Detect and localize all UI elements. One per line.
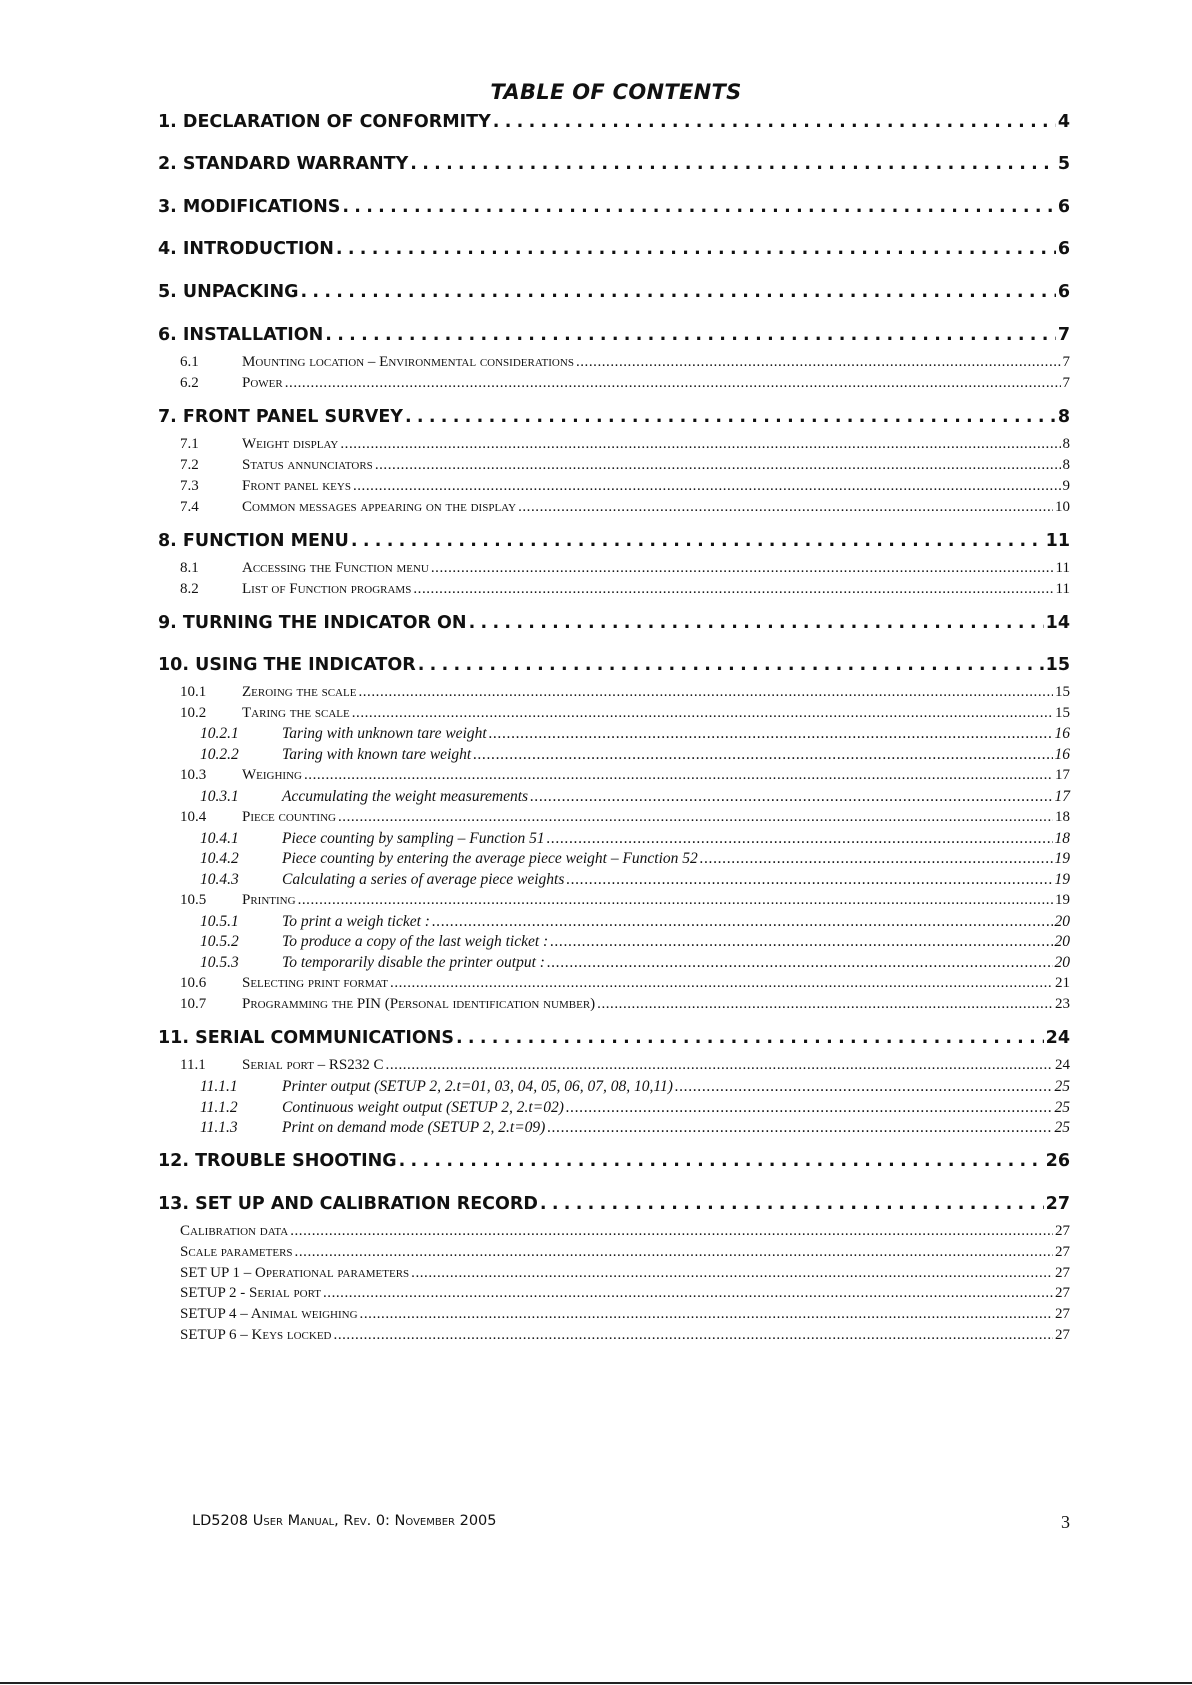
- dot-leader: [675, 1078, 1053, 1096]
- toc-entry-number: 3.: [158, 197, 177, 217]
- toc-entry-page: 19: [1055, 892, 1070, 908]
- toc-entry[interactable]: [158, 1028, 1070, 1048]
- toc-entry-page: 18: [1054, 830, 1070, 847]
- toc-entry[interactable]: [180, 1306, 1070, 1323]
- dot-leader: [304, 767, 1053, 784]
- dot-leader: [413, 581, 1053, 598]
- toc-entry[interactable]: [200, 1099, 1070, 1117]
- toc-entry-label: [158, 531, 349, 551]
- toc-entry-page: 6: [1057, 197, 1070, 217]
- toc-entry-number: 4.: [158, 239, 177, 259]
- toc-entry[interactable]: [180, 809, 1070, 826]
- toc-entry[interactable]: [158, 112, 1070, 132]
- toc-entry-number: 7.1: [180, 436, 199, 452]
- toc-entry-text: Programming the PIN (Personal identification number): [242, 996, 596, 1012]
- toc-entry[interactable]: [158, 1194, 1070, 1214]
- toc-entry[interactable]: [180, 1223, 1070, 1240]
- toc-entry-page: 7: [1062, 375, 1070, 391]
- toc-entry-number: 6.2: [180, 375, 199, 391]
- toc-entry-text: SET UP AND CALIBRATION RECORD: [195, 1194, 538, 1214]
- toc-entry-text: SETUP 4 – Animal weighing: [180, 1306, 358, 1322]
- toc-entry[interactable]: [158, 531, 1070, 551]
- toc-entry-page: 11: [1055, 560, 1070, 576]
- toc-entry[interactable]: [180, 499, 1070, 516]
- toc-entry-number: 10.2.2: [200, 746, 239, 763]
- toc-entry-text: Piece counting: [242, 809, 336, 825]
- toc-entry-text: Calculating a series of average piece weights: [282, 871, 565, 888]
- toc-entry-page: 11: [1045, 531, 1070, 551]
- dot-leader: [550, 933, 1052, 951]
- toc-entry-text: Scale parameters: [180, 1244, 293, 1260]
- toc-entry-label: [158, 1151, 397, 1171]
- toc-entry[interactable]: [180, 705, 1070, 722]
- toc-entry[interactable]: [200, 913, 1070, 931]
- toc-entry-page: 21: [1055, 975, 1070, 991]
- toc-entry-page: 8: [1057, 407, 1070, 427]
- toc-entry-page: 24: [1045, 1028, 1070, 1048]
- toc-entry-text: Status annunciators: [242, 457, 373, 473]
- toc-entry-number: 2.: [158, 154, 177, 174]
- toc-entry-page: 25: [1054, 1099, 1070, 1116]
- toc-entry-page: 27: [1045, 1194, 1070, 1214]
- dot-leader: [566, 1099, 1053, 1117]
- toc-entry-page: 17: [1055, 767, 1070, 783]
- dot-leader: [518, 499, 1053, 516]
- toc-entry-label: [158, 1028, 454, 1048]
- toc-entry-text: MODIFICATIONS: [182, 197, 341, 217]
- toc-entry-text: Print on demand mode (SETUP 2, 2.t=09): [282, 1119, 546, 1136]
- toc-entry-number: 8.2: [180, 581, 199, 597]
- toc-entry[interactable]: [158, 1151, 1070, 1171]
- dot-leader: [390, 975, 1053, 992]
- toc-entry[interactable]: [180, 436, 1070, 453]
- toc-entry-page: 27: [1055, 1244, 1070, 1260]
- toc-entry[interactable]: [200, 954, 1070, 972]
- toc-entry-number: 10.5.2: [200, 933, 239, 950]
- toc-entry-page: 14: [1045, 613, 1070, 633]
- toc-entry-text: TROUBLE SHOOTING: [195, 1151, 397, 1171]
- dot-leader: [566, 871, 1052, 889]
- toc-entry-number: 10.2.1: [200, 725, 239, 742]
- toc-entry-number: 9.: [158, 613, 177, 633]
- toc-entry-number: 6.1: [180, 354, 199, 370]
- toc-entry-page: 8: [1062, 436, 1070, 452]
- toc-entry[interactable]: [180, 1057, 1070, 1074]
- toc-entry-text: FRONT PANEL SURVEY: [182, 407, 403, 427]
- toc-entry-text: SETUP 6 – Keys locked: [180, 1327, 332, 1343]
- toc-entry-text: STANDARD WARRANTY: [182, 154, 409, 174]
- toc-entry[interactable]: [158, 197, 1070, 217]
- toc-entry-number: 10.7: [180, 996, 207, 1012]
- toc-entry-number: 11.1: [180, 1057, 206, 1073]
- toc-entry-number: 11.1.2: [200, 1099, 238, 1116]
- dot-leader: [547, 830, 1053, 848]
- toc-entry-page: 26: [1045, 1151, 1070, 1171]
- toc-entry-page: 24: [1055, 1057, 1070, 1073]
- toc-entry[interactable]: [200, 850, 1070, 868]
- toc-entry-text: Taring the scale: [242, 705, 350, 721]
- toc-title: TABLE OF CONTENTS: [490, 80, 742, 104]
- toc-entry-page: 9: [1062, 478, 1070, 494]
- toc-entry-number: 10.4.2: [200, 850, 239, 867]
- toc-entry-page: 10: [1055, 499, 1070, 515]
- dot-leader: [530, 788, 1052, 806]
- toc-entry-text: To print a weigh ticket :: [282, 913, 430, 930]
- dot-leader: [410, 154, 1056, 174]
- toc-entry-text: INSTALLATION: [182, 325, 324, 345]
- toc-entry-label: [158, 613, 467, 633]
- dot-leader: [405, 407, 1056, 427]
- bottom-rule: [0, 1682, 1192, 1684]
- dot-leader: [411, 1265, 1053, 1282]
- toc-entry-text: FUNCTION MENU: [182, 531, 349, 551]
- toc-entry-number: 12.: [158, 1151, 190, 1171]
- toc-entry-page: 27: [1055, 1327, 1070, 1343]
- toc-entry[interactable]: [200, 1078, 1070, 1096]
- toc-entry[interactable]: [200, 933, 1070, 951]
- toc-entry-text: Calibration data: [180, 1223, 289, 1239]
- toc-entry-number: 6.: [158, 325, 177, 345]
- toc-entry-text: Serial port – RS232 C: [242, 1057, 384, 1073]
- toc-entry-text: Selecting print format: [242, 975, 389, 991]
- toc-entry-text: Weight display: [242, 436, 339, 452]
- dot-leader: [700, 850, 1053, 868]
- toc-entry[interactable]: [180, 892, 1070, 909]
- dot-leader: [358, 684, 1053, 701]
- toc-entry-label: [158, 282, 298, 302]
- dot-leader: [469, 613, 1044, 633]
- toc-entry-text: Continuous weight output (SETUP 2, 2.t=02): [282, 1099, 564, 1116]
- toc-entry[interactable]: [200, 871, 1070, 889]
- toc-entry[interactable]: [180, 996, 1070, 1013]
- toc-entry-number: 10.4.1: [200, 830, 239, 847]
- toc-entry-number: 11.: [158, 1028, 190, 1048]
- dot-leader: [336, 239, 1056, 259]
- dot-leader: [547, 954, 1053, 972]
- toc-entry-text: UNPACKING: [182, 282, 299, 302]
- toc-entry-text: SERIAL COMMUNICATIONS: [195, 1028, 454, 1048]
- toc-entry-page: 27: [1055, 1306, 1070, 1322]
- toc-entry-text: To temporarily disable the printer output :: [282, 954, 545, 971]
- toc-entry[interactable]: [180, 975, 1070, 992]
- toc-entry-page: 7: [1062, 354, 1070, 370]
- toc-entry-text: Mounting location – Environmental considerations: [242, 354, 574, 370]
- toc-entry-number: 5.: [158, 282, 177, 302]
- toc-entry-number: 10.: [158, 655, 190, 675]
- toc-entry-page: 15: [1055, 705, 1070, 721]
- toc-entry-text: USING THE INDICATOR: [195, 655, 416, 675]
- toc-entry-label: [158, 325, 323, 345]
- toc-entry[interactable]: [180, 560, 1070, 577]
- toc-entry-text: SET UP 1 – Operational parameters: [180, 1265, 410, 1281]
- toc-entry-number: 10.1: [180, 684, 207, 700]
- dot-leader: [493, 112, 1056, 132]
- toc-entry-text: Piece counting by entering the average piece weight – Function 52: [282, 850, 698, 867]
- toc-entry-page: 8: [1062, 457, 1070, 473]
- toc-entry-label: [158, 239, 334, 259]
- toc-entry-number: 10.5.1: [200, 913, 239, 930]
- toc-entry[interactable]: [180, 1285, 1070, 1302]
- toc-entry[interactable]: [180, 767, 1070, 784]
- toc-entry-text: Accessing the Function menu: [242, 560, 429, 576]
- dot-leader: [489, 725, 1053, 743]
- toc-entry[interactable]: [180, 457, 1070, 474]
- toc-entry-text: Printer output (SETUP 2, 2.t=01, 03, 04, 05, 06, 07, 08, 10,11): [282, 1078, 673, 1095]
- toc-entry-number: 10.3: [180, 767, 207, 783]
- toc-entry[interactable]: [180, 1244, 1070, 1261]
- dot-leader: [473, 746, 1052, 764]
- dot-leader: [340, 436, 1060, 453]
- toc-entry-text: Common messages appearing on the display: [242, 499, 517, 515]
- toc-entry-number: 7.2: [180, 457, 199, 473]
- toc-entry-page: 4: [1057, 112, 1070, 132]
- toc-entry-page: 18: [1055, 809, 1070, 825]
- toc-entry[interactable]: [180, 581, 1070, 598]
- toc-entry-text: Piece counting by sampling – Function 51: [282, 830, 545, 847]
- toc-entry-page: 15: [1055, 684, 1070, 700]
- toc-entry[interactable]: [180, 354, 1070, 371]
- toc-entry-page: 6: [1057, 282, 1070, 302]
- toc-entry-text: Weighing: [242, 767, 302, 783]
- toc-entry-page: 23: [1055, 996, 1070, 1012]
- dot-leader: [432, 913, 1053, 931]
- dot-leader: [351, 531, 1044, 551]
- toc-entry[interactable]: [180, 1327, 1070, 1344]
- toc-entry-page: 19: [1054, 850, 1070, 867]
- toc-entry[interactable]: [180, 684, 1070, 701]
- toc-entry-text: Power: [242, 375, 283, 391]
- dot-leader: [386, 1057, 1053, 1074]
- dot-leader: [576, 354, 1061, 371]
- toc-entry-label: [158, 197, 340, 217]
- toc-entry[interactable]: [158, 407, 1070, 427]
- dot-leader: [431, 560, 1054, 577]
- dot-leader: [300, 282, 1055, 302]
- toc-entry[interactable]: [180, 478, 1070, 495]
- toc-entry-page: 6: [1057, 239, 1070, 259]
- toc-entry-number: 10.4.3: [200, 871, 239, 888]
- dot-leader: [342, 197, 1055, 217]
- toc-entry-text: Taring with known tare weight: [282, 746, 472, 763]
- toc-entry-page: 27: [1055, 1223, 1070, 1239]
- dot-leader: [298, 892, 1053, 909]
- toc-entry-number: 11.1.3: [200, 1119, 238, 1136]
- toc-entry-text: Zeroing the scale: [242, 684, 357, 700]
- toc-entry[interactable]: [200, 725, 1070, 743]
- toc-entry-page: 20: [1054, 954, 1070, 971]
- dot-leader: [325, 325, 1056, 345]
- toc-entry-text: DECLARATION OF CONFORMITY: [182, 112, 491, 132]
- toc-entry-page: 16: [1054, 725, 1070, 742]
- toc-entry-page: 5: [1057, 154, 1070, 174]
- toc-entry-text: Taring with unknown tare weight: [282, 725, 487, 742]
- dot-leader: [285, 375, 1061, 392]
- footer-page-number: 3: [1061, 1512, 1070, 1532]
- toc-entry-label: [158, 154, 408, 174]
- toc-entry-number: 1.: [158, 112, 177, 132]
- toc-entry[interactable]: [158, 655, 1070, 675]
- dot-leader: [352, 705, 1053, 722]
- toc-entry-number: 10.5.3: [200, 954, 239, 971]
- toc-entry-page: 17: [1054, 788, 1070, 805]
- toc-entry-page: 7: [1057, 325, 1070, 345]
- toc-entry-text: Front panel keys: [242, 478, 351, 494]
- toc-entry-number: 7.: [158, 407, 177, 427]
- dot-leader: [597, 996, 1053, 1013]
- toc-entry[interactable]: [200, 830, 1070, 848]
- toc-entry-page: 25: [1054, 1078, 1070, 1095]
- toc-entry-text: To produce a copy of the last weigh ticket :: [282, 933, 549, 950]
- toc-entry-page: 27: [1055, 1265, 1070, 1281]
- toc-entry-text: Printing: [242, 892, 296, 908]
- toc-entry[interactable]: [158, 154, 1070, 174]
- toc-entry-number: 10.4: [180, 809, 207, 825]
- footer-manual-info: LD5208 User Manual, Rev. 0: November 2005: [192, 1513, 497, 1529]
- toc-entry-page: 27: [1055, 1285, 1070, 1301]
- toc-entry-number: 7.4: [180, 499, 199, 515]
- dot-leader: [295, 1244, 1053, 1261]
- dot-leader: [375, 457, 1061, 474]
- dot-leader: [456, 1028, 1044, 1048]
- toc-entry-number: 7.3: [180, 478, 199, 494]
- dot-leader: [547, 1119, 1052, 1137]
- dot-leader: [334, 1327, 1053, 1344]
- dot-leader: [360, 1306, 1053, 1323]
- dot-leader: [353, 478, 1061, 495]
- toc-entry-number: 10.2: [180, 705, 207, 721]
- toc-entry-number: 10.6: [180, 975, 207, 991]
- toc-entry[interactable]: [158, 613, 1070, 633]
- toc-entry[interactable]: [200, 788, 1070, 806]
- toc-entry-text: List of Function programs: [242, 581, 412, 597]
- dot-leader: [338, 809, 1053, 826]
- toc-entry-label: [158, 655, 416, 675]
- toc-entry[interactable]: [180, 1265, 1070, 1282]
- dot-leader: [418, 655, 1044, 675]
- toc-entry-label: [158, 407, 403, 427]
- toc-entry[interactable]: [158, 239, 1070, 259]
- toc-entry[interactable]: [200, 746, 1070, 764]
- toc-entry-number: 13.: [158, 1194, 190, 1214]
- toc-entry-page: 11: [1055, 581, 1070, 597]
- toc-entry-page: 25: [1054, 1119, 1070, 1136]
- toc-entry-number: 8.: [158, 531, 177, 551]
- toc-entry-page: 19: [1054, 871, 1070, 888]
- toc-entry-text: TURNING THE INDICATOR ON: [182, 613, 467, 633]
- toc-entry-text: SETUP 2 - Serial port: [180, 1285, 321, 1301]
- dot-leader: [399, 1151, 1044, 1171]
- toc-entry-page: 20: [1054, 933, 1070, 950]
- toc-entry-page: 16: [1054, 746, 1070, 763]
- toc-entry[interactable]: [180, 375, 1070, 392]
- toc-entry-page: 20: [1054, 913, 1070, 930]
- dot-leader: [323, 1285, 1053, 1302]
- toc-entry-label: [158, 1194, 538, 1214]
- toc-entry-number: 10.3.1: [200, 788, 239, 805]
- toc-entry-page: 15: [1045, 655, 1070, 675]
- toc-entry-text: INTRODUCTION: [182, 239, 334, 259]
- toc-entry-label: [158, 112, 491, 132]
- dot-leader: [540, 1194, 1044, 1214]
- toc-entry-number: 10.5: [180, 892, 207, 908]
- toc-entry-number: 8.1: [180, 560, 199, 576]
- toc-entry-number: 11.1.1: [200, 1078, 238, 1095]
- dot-leader: [290, 1223, 1053, 1240]
- toc-entry-text: Accumulating the weight measurements: [282, 788, 529, 805]
- toc-entry[interactable]: [158, 282, 1070, 302]
- toc-entry[interactable]: [158, 325, 1070, 345]
- toc-entry[interactable]: [200, 1119, 1070, 1137]
